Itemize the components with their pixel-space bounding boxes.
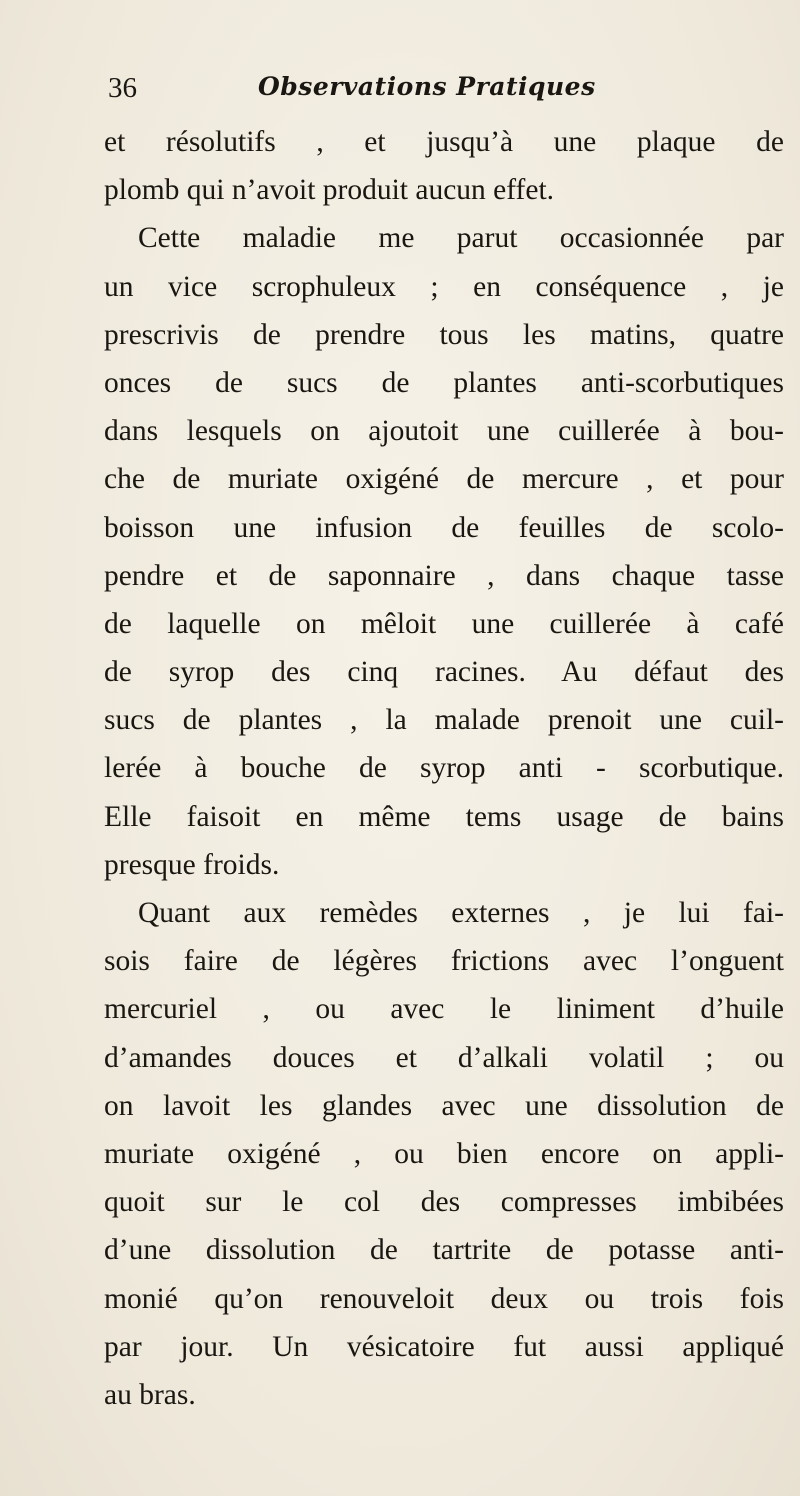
text-line: monié qu’on renouveloit deux ou trois fois	[104, 1282, 784, 1315]
text-line: on lavoit les glandes avec une dissolution de	[104, 1089, 784, 1122]
text-line: muriate oxigéné , ou bien encore on appli-	[104, 1137, 784, 1170]
text-line: de laquelle on mêloit une cuillerée à café	[104, 607, 784, 640]
text-line: onces de sucs de plantes anti-scorbutiques	[104, 366, 784, 399]
text-line: Elle faisoit en même tems usage de bains	[104, 800, 784, 833]
text-line: che de muriate oxigéné de mercure , et pour	[104, 463, 784, 496]
text-line: boisson une infusion de feuilles de scolo-	[104, 511, 784, 544]
text-line: Quant aux remèdes externes , je lui fai-	[138, 897, 784, 929]
text-line: un vice scrophuleux ; en conséquence , je	[104, 270, 784, 303]
text-line: quoit sur le col des compresses imbibées	[104, 1186, 784, 1219]
page-number: 36	[108, 72, 137, 104]
text-line: au bras.	[104, 1378, 196, 1411]
text-line: de syrop des cinq racines. Au défaut des	[104, 656, 784, 689]
text-line: lerée à bouche de syrop anti - scorbutique.	[104, 752, 784, 785]
text-line: et résolutifs , et jusqu’à une plaque de	[104, 126, 784, 158]
text-line: d’amandes douces et d’alkali volatil ; ou	[104, 1041, 784, 1074]
body-text	[104, 118, 784, 1419]
text-line: mercuriel , ou avec le liniment d’huile	[104, 993, 784, 1026]
text-line: sois faire de légères frictions avec l’onguent	[104, 945, 784, 978]
text-line: par jour. Un vésicatoire fut aussi appliqué	[104, 1330, 784, 1363]
text-line: sucs de plantes , la malade prenoit une cuil-	[104, 704, 784, 737]
page-header	[108, 72, 668, 116]
text-line: pendre et de saponnaire , dans chaque tasse	[104, 559, 784, 592]
text-line: Cette maladie me parut occasionnée par	[138, 222, 784, 255]
text-line: plomb qui n’avoit produit aucun effet.	[104, 174, 555, 207]
running-head: Observations Pratiques	[258, 72, 596, 101]
text-line: dans lesquels on ajoutoit une cuillerée à bou-	[104, 415, 784, 448]
text-line: prescrivis de prendre tous les matins, quatre	[104, 318, 784, 351]
text-line: presque froids.	[104, 848, 280, 881]
text-line: d’une dissolution de tartrite de potasse anti-	[104, 1234, 784, 1267]
